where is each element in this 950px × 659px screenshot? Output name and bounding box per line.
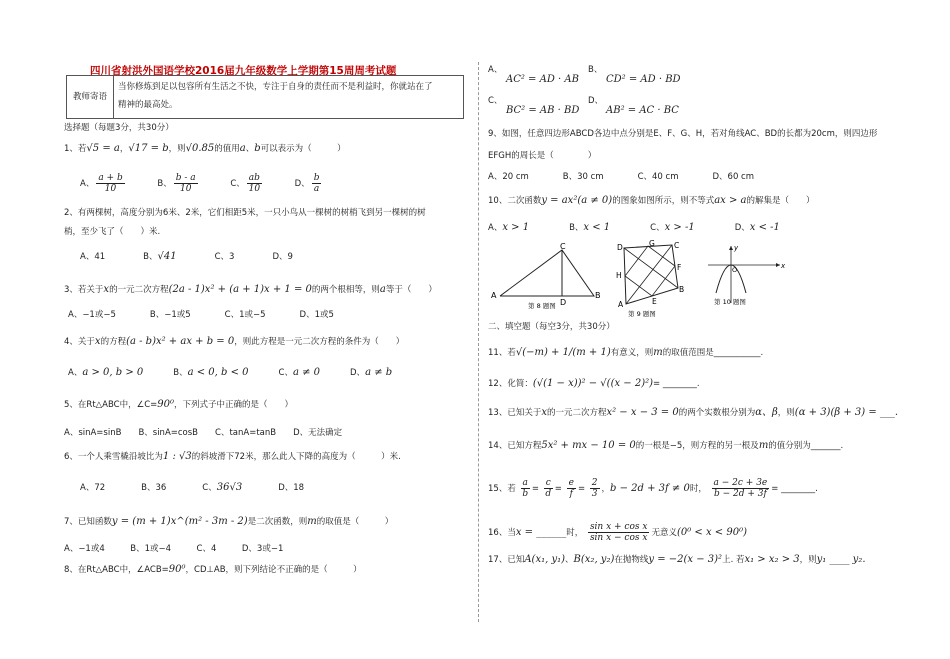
question-17: 17、已知A(x₁, y₁)、B(x₂, y₂)在抛物线y = −2(x − 3)²上. 若x₁ > x₂ > 3，则y₁ ____ y₂. [488,554,866,565]
figure-8 [488,240,603,310]
q8-option-d: AB² = AC · BC [606,105,679,116]
exam-title: 四川省射洪外国语学校2016届九年级数学上学期第15周周考试题 [90,65,397,77]
question-8-stem: 8、在Rt△ABC中，∠ACB=90⁰，CD⊥AB，则下列结论不正确的是（ ） [64,564,362,575]
section2-heading: 二、填空题（每空3分，共30分） [488,322,615,332]
column-divider [478,62,479,622]
fig8-label-a: A [491,291,497,300]
fig9-label-c: C [674,241,680,250]
question-7-options: A、−1或4 B、1或−4 C、4 D、3或−1 [64,544,284,554]
question-7-stem: 7、已知函数y = (m + 1)x^(m² - 3m - 2)是二次函数，则m的取值是（ ） [64,516,394,527]
teacher-message-line1: 当你修炼到足以包容所有生活之不快，专注于自身的责任而不是利益时，你就站在了 [118,82,433,92]
question-6-stem: 6、一个人乘雪橇沿坡比为1 : √3的斜坡滑下72米，那么此人下降的高度为（ ）米. [64,451,401,462]
question-9-line1: 9、如图，任意四边形ABCD各边中点分别是E、F、G、H，若对角线AC、BD的长都为20cm，则四边形 [488,129,878,139]
question-10-stem: 10、二次函数y = ax²(a ≠ 0)的图象如图所示，则不等式ax > a的解集是（ ） [488,195,815,206]
fig9-caption: 第 9 题图 [628,310,656,318]
question-3-options: A、−1或−5 B、−1或5 C、1或−5 D、1或5 [68,310,334,320]
q1-option-a: A、 $\frac{a + b}{10}$ [80,173,123,194]
fig10-label-o: O [732,266,738,274]
q8-option-c: BC² = AB · BD [506,105,580,116]
fig9-label-f: F [677,263,682,272]
question-1-options [80,173,329,194]
question-14: 14、已知方程5x² + mx − 10 = 0的一根是−5，则方程的另一根及m的值分别为_______. [488,440,844,451]
question-4-options: A、a > 0, b > 0 B、a < 0, b < 0 C、a ≠ 0 D、a ≠ b [68,367,393,378]
fig9-label-a: A [618,300,624,309]
fig8-label-b: B [595,291,601,300]
fig10-label-x: x [781,262,786,270]
question-2-line2: 梢，至少飞了（ ）米. [64,227,161,237]
q1-option-c: C、 $\frac{ab}{10}$ [230,173,261,194]
q8-option-d-label: D、 [588,96,604,106]
figure-8-triangle [488,240,603,310]
question-2-line1: 2、有两棵树，高度分别为6米、2米，它们相距5米，一只小鸟从一棵树的树梢飞到另一棵树的树 [64,208,426,218]
question-6-options: A、72 B、36 C、36√3 D、18 [80,482,305,493]
fig10-caption: 第 10 题图 [714,298,746,306]
fig10-label-y: y [734,244,739,252]
teacher-message-label: 教师寄语 [67,76,114,119]
right-column [488,0,908,659]
question-15: 15、若 $\frac{a}{b}$ = $\frac{c}{d}$ = $\frac{e}{f}$ = $\frac{2}{3}$ ，b − 2d + 3f ≠ 0时， $\frac{a - 2c + 3e}{b - 2d + 3f}$ = ________. [488,478,818,499]
question-12: 12、化简：(√(1 − x))² − √((x − 2)²)= ________. [488,378,700,389]
fig9-label-g: G [649,240,655,248]
q8-option-b: CD² = AD · BD [606,74,681,85]
teacher-message-line2: 精神的最高处。 [118,100,178,110]
question-3-stem: 3、若关于x的一元二次方程(2a - 1)x² + (a + 1)x + 1 = 0的两个根相等，则a等于（ ） [64,284,437,295]
question-13: 13、已知关于x的一元二次方程x² − x − 3 = 0的两个实数根分别为α、β，则(α + 3)(β + 3) = ___. [488,407,899,418]
fig9-label-d: D [617,243,623,252]
figure-10-parabola [706,243,786,307]
q8-option-b-label: B、 [588,65,603,75]
q1-option-b: B、 $\frac{b - a}{10}$ [157,173,196,194]
question-4-stem: 4、关于x的方程(a - b)x² + ax + b = 0，则此方程是一元二次方程的条件为（ ） [64,336,405,347]
section1-heading: 选择题（每题3分，共30分） [64,123,174,133]
question-5-options: A、sinA=sinB B、sinA=cosB C、tanA=tanB D、无法确定 [64,428,343,438]
question-2-options: A、41 B、√41 C、3 D、9 [80,251,293,262]
question-9-options: A、20 cm B、30 cm C、40 cm D、60 cm [488,172,755,182]
q8-option-c-label: C、 [488,96,503,106]
question-9-line2: EFGH的周长是（ ） [488,151,597,161]
figure-9-quadrilateral [616,240,696,318]
teacher-message-text [114,76,464,119]
q8-option-a-label: A、 [488,65,503,75]
q1-option-d: D、 $\frac{b}{a}$ [294,173,320,194]
q8-option-a: AC² = AD · AB [506,74,579,85]
figure-10 [706,243,786,307]
fig9-label-e: E [652,297,657,306]
fig9-label-h: H [616,271,622,280]
question-5-stem: 5、在Rt△ABC中，∠C=90⁰，下列式子中正确的是（ ） [64,399,294,410]
fig9-label-b: B [679,285,685,294]
fig8-label-d: D [560,298,567,307]
figure-9 [616,240,696,318]
teacher-message-box [66,75,464,119]
left-column [62,0,467,659]
question-11: 11、若√(−m) + 1/(m + 1)有意义，则m的取值范围是___________. [488,347,764,358]
fig8-label-c: C [560,242,566,251]
question-10-options: A、x > 1 B、x < 1 C、x > -1 D、x < -1 [488,222,780,233]
question-1-stem: 1、若√5 = a，√17 = b，则√0.85的值用a、b可以表示为（ ） [64,143,346,154]
question-16: 16、当x = ______时， $\frac{\text{sin x + cos x}}{\text{sin x − cos x}}$ 无意义(0⁰ < x < 90⁰) [488,522,747,543]
fig8-caption: 第 8 题图 [528,302,556,310]
